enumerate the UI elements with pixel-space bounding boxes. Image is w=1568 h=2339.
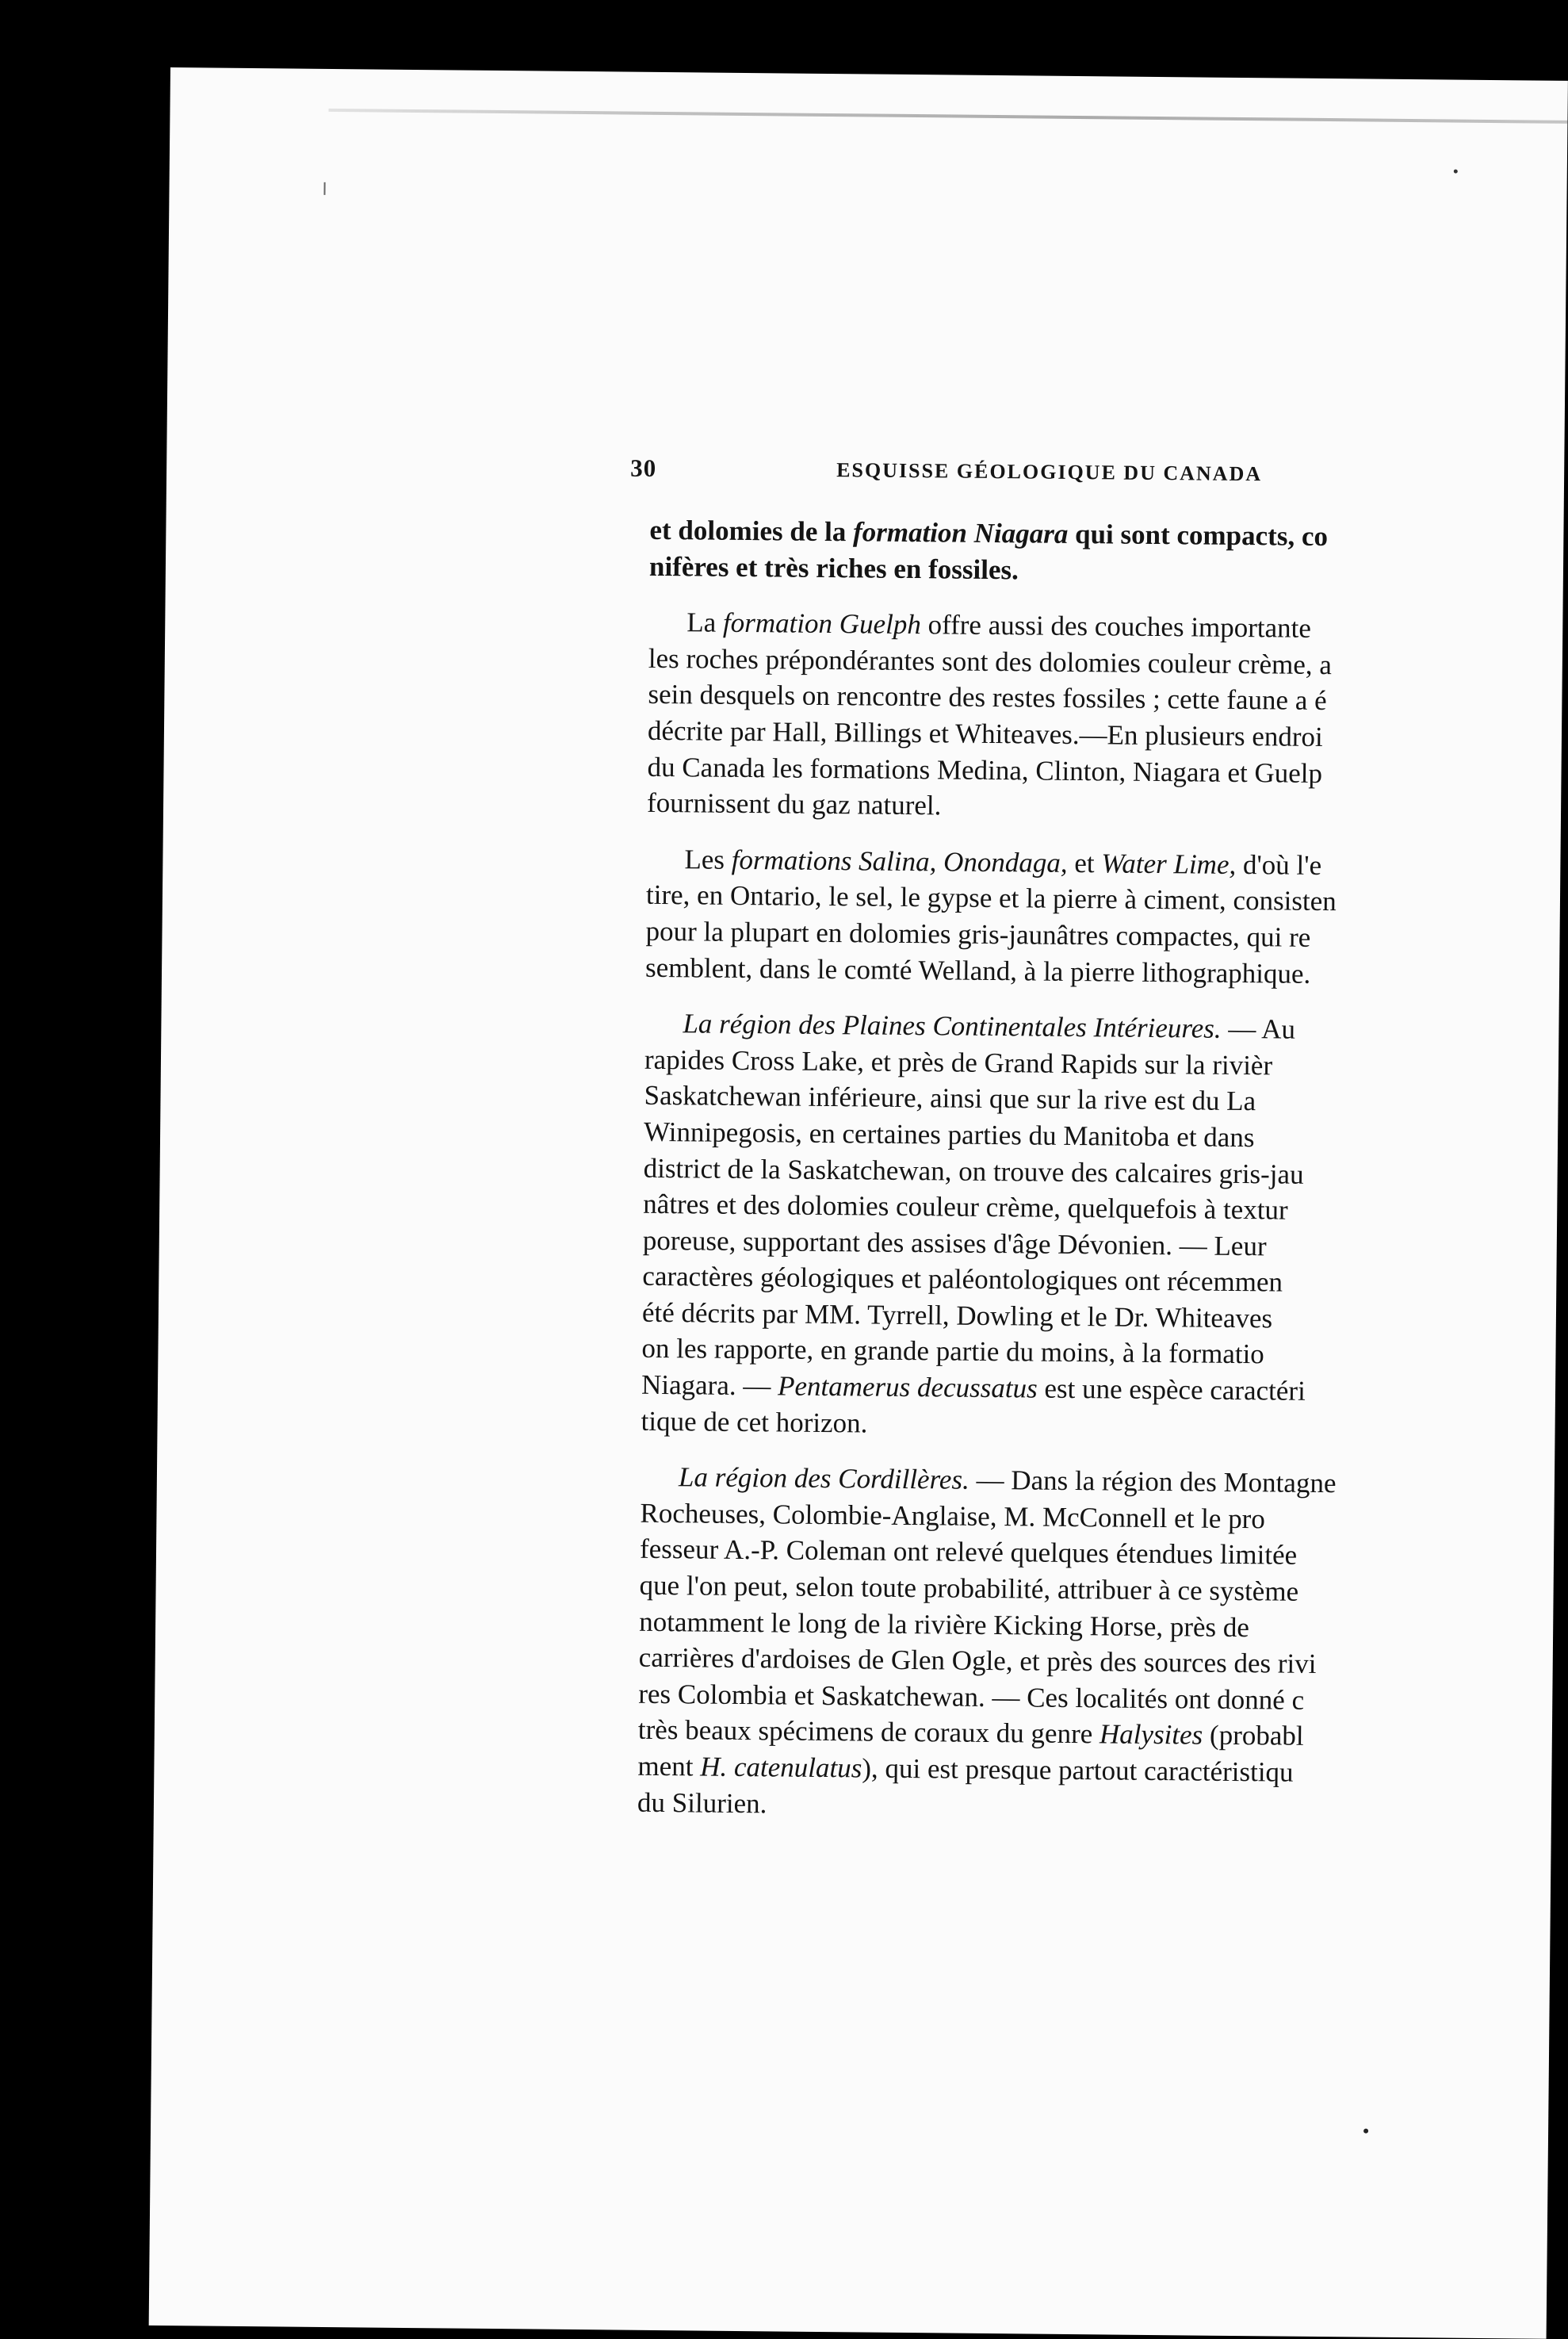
text-line: tique de cet horizon. — [641, 1405, 868, 1439]
text-line: Rocheuses, Colombie-Anglaise, M. McConnell et le pro — [640, 1497, 1266, 1535]
text-line: été décrits par MM. Tyrrell, Dowling et le Dr. Whiteaves — [641, 1296, 1273, 1334]
italic-span: formation Niagara — [852, 516, 1069, 549]
scanned-page — [149, 67, 1568, 2339]
text-line: rapides Cross Lake, et près de Grand Rapids sur la rivièr — [644, 1043, 1273, 1081]
text-line: poreuse, supportant des assises d'âge Dévonien. — Leur — [642, 1224, 1267, 1262]
text-line: les roches prépondérantes sont des dolomies couleur crème, a — [648, 642, 1333, 680]
text-line: La région des Cordillères. — Dans la région des Montagne — [678, 1461, 1337, 1499]
margin-mark — [323, 182, 325, 195]
speck — [1454, 170, 1458, 174]
italic-span: La région des Plaines Continentales Intérieures. — [683, 1008, 1222, 1044]
italic-span: formations Salina, Onondaga, — [731, 844, 1068, 879]
top-rule — [328, 109, 1567, 124]
text-line: que l'on peut, selon toute probabilité, attribuer à ce système — [639, 1569, 1299, 1607]
text-line: Saskatchewan inférieure, ainsi que sur la rive est du La — [644, 1080, 1256, 1117]
text-line: La région des Plaines Continentales Intérieures. — Au — [683, 1008, 1296, 1045]
text-line: fournissent du gaz naturel. — [646, 787, 942, 821]
text-line: ment H. catenulatus), qui est presque partout caractéristiqu — [637, 1750, 1294, 1788]
text-line: nifères et très riches en fossiles. — [648, 550, 1019, 585]
page-number: 30 — [630, 454, 657, 482]
text-line: district de la Saskatchewan, on trouve des calcaires gris-jau — [643, 1152, 1304, 1190]
italic-span: H. catenulatus — [700, 1751, 862, 1784]
text-line: Winnipegosis, en certaines parties du Manitoba et dans — [643, 1116, 1255, 1154]
running-title: ESQUISSE GÉOLOGIQUE DU CANADA — [836, 458, 1263, 486]
text-line: semblent, dans le comté Welland, à la pierre lithographique. — [644, 951, 1311, 990]
text-line: Niagara. — Pentamerus decussatus est une espèce caractéri — [641, 1369, 1306, 1407]
text-line: et dolomies de la formation Niagara qui sont compacts, co — [649, 514, 1329, 553]
body-text — [637, 512, 1568, 1832]
italic-span: Water Lime, — [1101, 848, 1237, 880]
italic-span: Pentamerus decussatus — [777, 1370, 1038, 1404]
text-line: du Silurien. — [637, 1786, 767, 1819]
text-line: La formation Guelph offre aussi des couches importante — [686, 607, 1312, 645]
text-line: décrite par Hall, Billings et Whiteaves.—En plusieurs endroi — [647, 714, 1323, 752]
text-line: Les formations Salina, Onondaga, et Water Lime, d'où l'e — [684, 844, 1322, 881]
text-line: tire, en Ontario, le sel, le gypse et la pierre à ciment, consisten — [645, 879, 1337, 917]
text-line: notamment le long de la rivière Kicking Horse, près de — [639, 1606, 1250, 1643]
text-line: très beaux spécimens de coraux du genre Halysites (probabl — [637, 1714, 1304, 1752]
running-header — [630, 454, 1568, 486]
speck — [1363, 2129, 1368, 2134]
text-line: res Colombia et Saskatchewan. — Ces localités ont donné c — [638, 1678, 1305, 1716]
text-line: pour la plupart en dolomies gris-jaunâtres compactes, qui re — [645, 915, 1311, 953]
text-line: nâtres et des dolomies couleur crème, quelquefois à textur — [643, 1188, 1288, 1226]
text-line: caractères géologiques et paléontologiques ont récemmen — [642, 1261, 1283, 1298]
text-line: on les rapporte, en grande partie du moins, à la formatio — [641, 1333, 1264, 1370]
italic-span: La région des Cordillères. — [678, 1461, 969, 1496]
text-line: fesseur A.-P. Coleman ont relevé quelques étendues limitée — [639, 1533, 1298, 1571]
italic-span: Halysites — [1099, 1718, 1203, 1751]
italic-span: formation Guelph — [722, 607, 922, 641]
text-line: sein desquels on rencontre des restes fossiles ; cette faune a é — [648, 679, 1327, 717]
text-line: du Canada les formations Medina, Clinton, Niagara et Guelp — [647, 751, 1323, 789]
text-line: carrières d'ardoises de Glen Ogle, et près des sources des rivi — [638, 1641, 1317, 1680]
